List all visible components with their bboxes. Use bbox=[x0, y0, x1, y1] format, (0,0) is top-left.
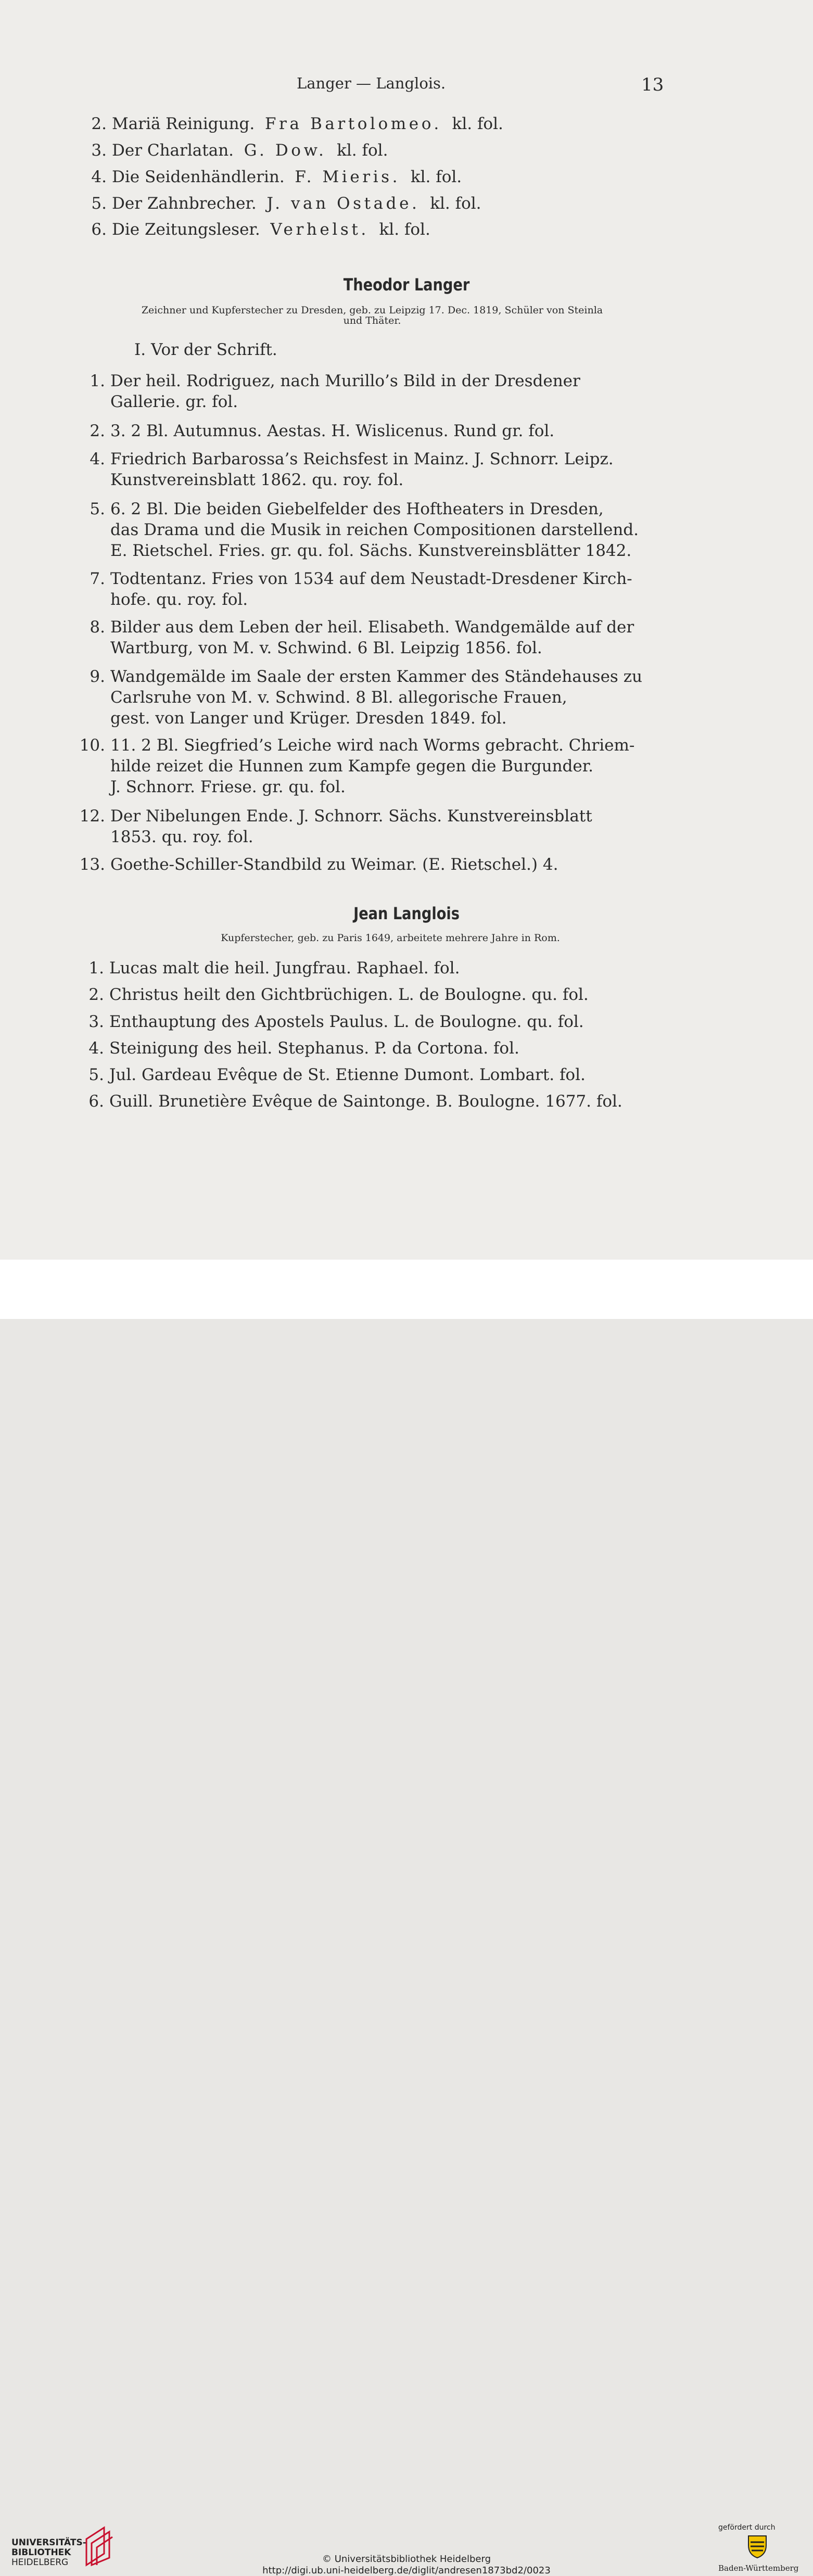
list-item: 7. Todtentanz. Fries von 1534 auf dem Neustadt-Dresdener Kirch- hofe. qu. roy. fol. bbox=[90, 569, 632, 609]
running-header bbox=[0, 74, 813, 100]
list-item: 4. Friedrich Barbarossa’s Reichsfest in Mainz. J. Schnorr. Leipz. Kunstvereinsblatt 1862. qu. roy. fol. bbox=[90, 450, 614, 489]
list-item: 9. Wandgemälde im Saale der ersten Kammer des Ständehauses zu Carlsruhe von M. v. Schwind. 8 Bl. allegorische Frauen, gest. von Langer und Krüger. Dresden 1849. fol. bbox=[90, 667, 642, 728]
list-item: 1. Der heil. Rodriguez, nach Murillo’s Bild in der Dresdener Gallerie. gr. fol. bbox=[90, 372, 580, 411]
list-item: 2. Mariä Reinigung. Fra Bartolomeo. kl. fol. bbox=[91, 115, 503, 133]
list-item: 5. 6. 2 Bl. Die beiden Giebelfelder des Hoftheaters in Dresden, das Drama und die Musik in reichen Compositionen darstellend. E. Rietschel. Fries. gr. qu. fol. Sächs. Kunstvereinsblätter 1842. bbox=[90, 500, 639, 560]
library-logo-text[interactable]: UNIVERSITÄTS- BIBLIOTHEK HEIDELBERG bbox=[11, 2537, 86, 2568]
running-title: Langer — Langlois. bbox=[297, 74, 446, 92]
page-number: 13 bbox=[641, 74, 664, 95]
list-item: 10. 11. 2 Bl. Siegfried’s Leiche wird nach Worms gebracht. Chriem- hilde reizet die Hunnen zum Kampfe gegen die Burgunder. J. Schnorr. Friese. gr. qu. fol. bbox=[79, 736, 635, 796]
list-item: 5. Der Zahnbrecher. J. van Ostade. kl. fol. bbox=[91, 194, 481, 213]
funded-by-label: gefördert durch bbox=[718, 2523, 776, 2532]
funder-name: Baden-Württemberg bbox=[718, 2564, 799, 2573]
list-item: 4. Steinigung des heil. Stephanus. P. da Cortona. fol. bbox=[88, 1039, 519, 1058]
permalink-url[interactable]: http://digi.ub.uni-heidelberg.de/diglit/andresen1873bd2/0023 bbox=[262, 2565, 551, 2576]
list-item: 13. Goethe-Schiller-Standbild zu Weimar. (E. Rietschel.) 4. bbox=[79, 855, 558, 874]
copyright-notice: © Universitätsbibliothek Heidelberg bbox=[322, 2554, 491, 2565]
list-item: 6. Die Zeitungsleser. Verhelst. kl. fol. bbox=[91, 220, 430, 239]
list-item: 6. Guill. Brunetière Evêque de Saintonge. B. Boulogne. 1677. fol. bbox=[88, 1092, 623, 1111]
list-item: 3. Der Charlatan. G. Dow. kl. fol. bbox=[91, 141, 388, 160]
list-item: 2. Christus heilt den Gichtbrüchigen. L. de Boulogne. qu. fol. bbox=[88, 985, 589, 1004]
list-item: 5. Jul. Gardeau Evêque de St. Etienne Dumont. Lombart. fol. bbox=[88, 1065, 586, 1084]
section-heading-jean-langlois: Jean Langlois bbox=[353, 904, 460, 923]
subsection-title: I. Vor der Schrift. bbox=[134, 340, 277, 359]
list-item: 2. 3. 2 Bl. Autumnus. Aestas. H. Wislicenus. Rund gr. fol. bbox=[90, 422, 555, 440]
list-item: 4. Die Seidenhändlerin. F. Mieris. kl. fol. bbox=[91, 168, 462, 186]
list-item: 12. Der Nibelungen Ende. J. Schnorr. Sächs. Kunstvereinsblatt 1853. qu. roy. fol. bbox=[79, 807, 592, 846]
coat-of-arms-icon bbox=[744, 2533, 770, 2559]
footer-bar bbox=[0, 1260, 813, 2576]
section-subtitle: Kupferstecher, geb. zu Paris 1649, arbeitete mehrere Jahre in Rom. bbox=[221, 932, 560, 944]
scanned-page bbox=[0, 0, 813, 1260]
section-heading-theodor-langer: Theodor Langer bbox=[343, 275, 470, 295]
section-subtitle-cont: und Thäter. bbox=[343, 315, 401, 326]
section-subtitle: Zeichner und Kupferstecher zu Dresden, geb. zu Leipzig 17. Dec. 1819, Schüler von Steinla bbox=[141, 304, 603, 316]
list-item: 3. Enthauptung des Apostels Paulus. L. de Boulogne. qu. fol. bbox=[88, 1012, 584, 1031]
list-item: 1. Lucas malt die heil. Jungfrau. Raphael. fol. bbox=[88, 959, 460, 978]
list-item: 8. Bilder aus dem Leben der heil. Elisabeth. Wandgemälde auf der Wartburg, von M. v. Schwind. 6 Bl. Leipzig 1856. fol. bbox=[90, 618, 634, 657]
